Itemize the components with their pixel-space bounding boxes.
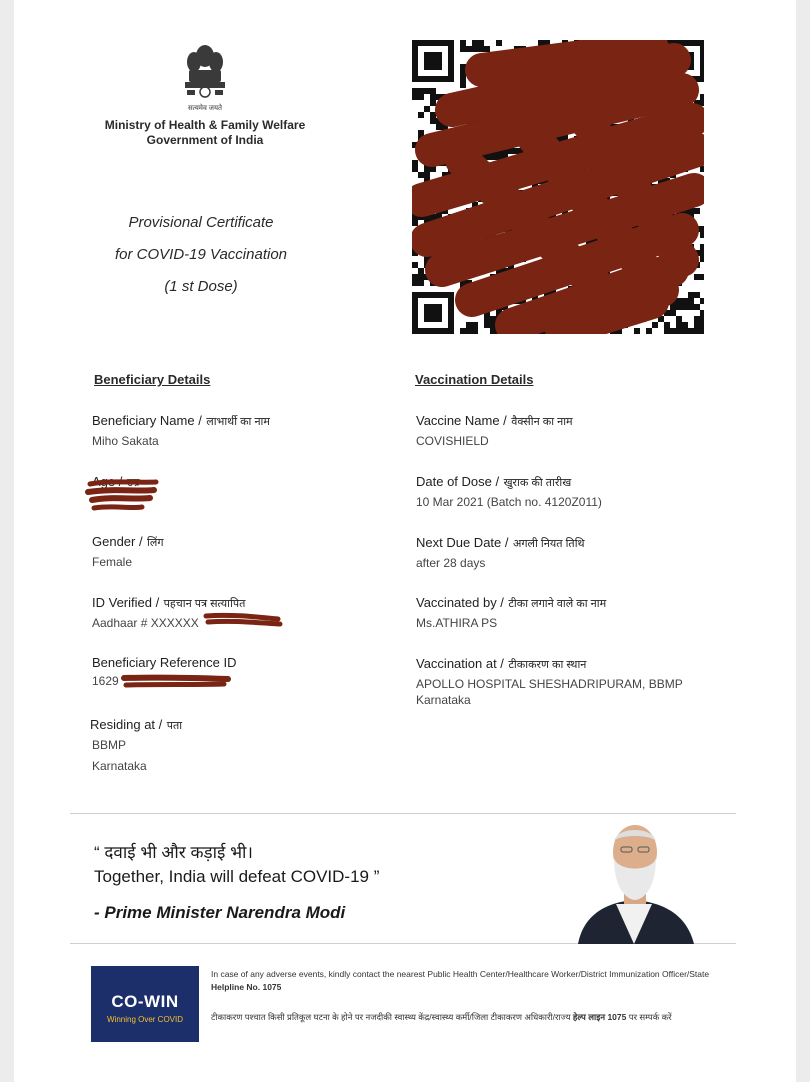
qr-code <box>412 40 704 334</box>
ministry-header <box>74 118 336 148</box>
vaccination-details-heading: Vaccination Details <box>415 372 534 387</box>
adverse-event-notice-hindi <box>211 1011 716 1024</box>
age-label: Age / <box>92 474 123 489</box>
beneficiary-reference-value: 1629 <box>92 674 119 688</box>
age-redaction <box>84 474 164 520</box>
date-of-dose-label: Date of Dose / <box>416 474 500 489</box>
vaccine-name-label: Vaccine Name / <box>416 413 507 428</box>
next-due-date-hindi-label: अगली नियत तिथि <box>512 538 585 550</box>
age-hindi-label: उम्र <box>126 477 140 489</box>
cowin-logo <box>91 966 199 1042</box>
adverse-event-notice-english <box>211 968 716 994</box>
helpline-hindi: हेल्प लाइन 1075 <box>572 1012 627 1022</box>
vaccine-name-hindi-label: वैक्सीन का नाम <box>511 416 573 428</box>
adverse-event-notice-hindi-text: टीकाकरण पश्चात किसी प्रतिकूल घटना के होने पर नजदीकी स्वास्थ्य केंद्र/स्वास्थ्य कर्मी/जिला टीकाकरण अधिकारी/राज्य <box>211 1012 571 1022</box>
date-of-dose-value: 10 Mar 2021 (Batch no. 4120Z011) <box>416 495 602 509</box>
adverse-event-notice-hindi-suffix: पर सम्पर्क करें <box>628 1012 672 1022</box>
residing-at-line2: Karnataka <box>92 759 147 773</box>
vaccination-at-hindi-label: टीकाकरण का स्थान <box>508 659 587 671</box>
emblem-caption: सत्यमेव जयते <box>187 105 223 112</box>
prime-minister-portrait <box>570 820 700 944</box>
reference-id-redaction <box>120 672 232 692</box>
beneficiary-reference-label: Beneficiary Reference ID <box>92 655 237 670</box>
vaccinated-by-label: Vaccinated by / <box>416 595 504 610</box>
date-of-dose-hindi-label: खुराक की तारीख <box>503 477 572 489</box>
divider-top <box>70 813 736 814</box>
residing-at-hindi-label: पता <box>166 720 183 732</box>
vaccinated-by-field <box>416 594 606 631</box>
certificate-title-line3: (1 st Dose) <box>164 278 238 295</box>
residing-at-line1: BBMP <box>92 738 127 752</box>
quote-english-line: Together, India will defeat COVID-19 ” <box>94 867 380 886</box>
id-number-redaction <box>202 610 284 632</box>
beneficiary-name-value: Miho Sakata <box>92 434 159 448</box>
certificate-title-line1: Provisional Certificate <box>128 214 274 231</box>
residing-at-label: Residing at / <box>90 717 163 732</box>
vaccination-at-field <box>416 655 683 708</box>
vaccine-name-field <box>416 412 573 449</box>
vaccinated-by-hindi-label: टीका लगाने वाले का नाम <box>508 598 607 610</box>
residing-at-field <box>90 716 182 774</box>
gender-label: Gender / <box>92 534 143 549</box>
next-due-date-label: Next Due Date / <box>416 535 509 550</box>
vaccine-name-value: COVISHIELD <box>416 434 489 448</box>
certificate-page <box>14 0 796 1082</box>
vaccination-at-line1: APOLLO HOSPITAL SHESHADRIPURAM, BBMP <box>416 677 683 691</box>
quote-hindi-line: “ दवाई भी और कड़ाई भी। <box>94 843 253 862</box>
government-name: Government of India <box>146 133 264 147</box>
gender-hindi-label: लिंग <box>147 537 164 549</box>
cowin-logo-tagline: Winning Over COVID <box>106 1015 184 1024</box>
next-due-date-value: after 28 days <box>416 556 486 570</box>
beneficiary-name-label: Beneficiary Name / <box>92 413 202 428</box>
beneficiary-name-field <box>92 412 270 449</box>
ministry-name: Ministry of Health & Family Welfare <box>104 118 306 132</box>
certificate-title <box>76 207 326 303</box>
national-emblem-icon <box>175 42 235 120</box>
quote-attribution: - Prime Minister Narendra Modi <box>94 903 346 922</box>
id-verified-value: Aadhaar # XXXXXX <box>92 616 199 630</box>
vaccination-at-line2: Karnataka <box>416 693 471 707</box>
helpline-english: Helpline No. 1075 <box>211 982 282 992</box>
beneficiary-details-heading: Beneficiary Details <box>94 372 211 387</box>
gender-value: Female <box>92 555 133 569</box>
adverse-event-notice-english-text: In case of any adverse events, kindly contact the nearest Public Health Center/Healthcare Worker/District Immunization Officer/State <box>211 969 710 979</box>
id-verified-hindi-label: पहचान पत्र सत्यापित <box>163 598 246 610</box>
id-verified-label: ID Verified / <box>92 595 160 610</box>
certificate-title-line2: for COVID-19 Vaccination <box>114 246 288 263</box>
date-of-dose-field <box>416 473 602 510</box>
vaccinated-by-value: Ms.ATHIRA PS <box>416 616 498 630</box>
cowin-logo-title: CO-WIN <box>111 992 179 1011</box>
next-due-date-field <box>416 534 585 571</box>
beneficiary-name-hindi-label: लाभार्थी का नाम <box>206 416 270 428</box>
vaccination-at-label: Vaccination at / <box>416 656 504 671</box>
gender-field <box>92 533 164 570</box>
